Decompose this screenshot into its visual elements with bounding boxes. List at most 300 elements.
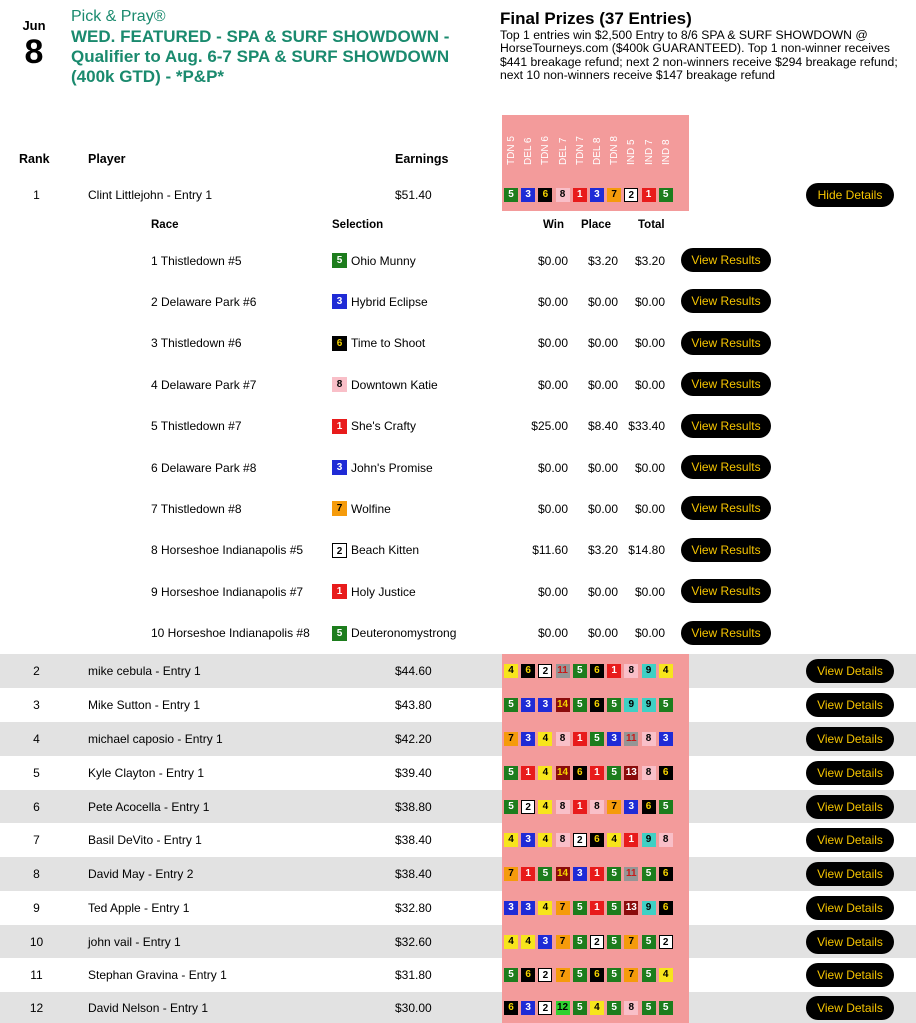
earnings-cell: $42.20 <box>395 732 432 746</box>
pick-number: 4 <box>504 935 518 949</box>
selection-cell <box>332 406 416 447</box>
pick-number: 5 <box>642 1001 656 1015</box>
win-amount: $0.00 <box>537 460 568 475</box>
player-name: michael caposio - Entry 1 <box>88 732 223 746</box>
place-amount: $3.20 <box>587 543 618 558</box>
selection-number: 1 <box>332 419 347 434</box>
pick-number: 1 <box>590 867 604 881</box>
total-amount: $0.00 <box>634 584 665 599</box>
player-name: Clint Littlejohn - Entry 1 <box>88 187 213 202</box>
rank-cell: 1 <box>33 187 40 202</box>
race-column-label <box>575 120 587 165</box>
total-amount: $0.00 <box>634 460 665 475</box>
place-amount: $0.00 <box>587 626 618 641</box>
pick-number: 9 <box>642 698 656 712</box>
pick-number: 5 <box>573 664 587 678</box>
earnings-cell: $44.60 <box>395 664 432 678</box>
pick-number: 4 <box>538 800 552 814</box>
pick-number: 4 <box>538 833 552 847</box>
pick-number: 14 <box>557 868 569 879</box>
view-results-button[interactable]: View Results <box>681 496 771 520</box>
pick-number: 6 <box>659 901 673 915</box>
total-amount: $0.00 <box>634 377 665 392</box>
rank-cell: 11 <box>30 968 43 982</box>
leaderboard-row <box>0 925 916 958</box>
pick-number: 1 <box>642 188 656 202</box>
player-name: Ted Apple - Entry 1 <box>88 901 190 915</box>
view-details-button[interactable]: View Details <box>806 659 894 683</box>
total-amount: $0.00 <box>634 336 665 351</box>
details-row <box>0 323 916 364</box>
pick-number: 2 <box>538 664 552 678</box>
picks-strip <box>502 857 689 891</box>
horse-name: Ohio Munny <box>351 253 416 268</box>
view-details-button[interactable]: View Details <box>806 828 894 852</box>
horse-name: She's Crafty <box>351 419 416 434</box>
earnings-cell: $43.80 <box>395 698 432 712</box>
prizes-description: Top 1 entries win $2,500 Entry to 8/6 SPA & SURF SHOWDOWN @ HorseTourneys.com ($400k GUARANTEED). Top 1 non-winner receives $441 breakage refund; next 2 non-winners receive $294 breakage refund; next 10 non-winners receive $147 breakage refund <box>500 28 898 83</box>
selection-cell <box>332 240 416 281</box>
pick-number: 1 <box>624 833 638 847</box>
race-column-label <box>540 120 552 165</box>
pick-number: 5 <box>504 188 518 202</box>
rank-cell: 12 <box>29 1000 44 1015</box>
event-header <box>0 0 916 110</box>
pick-number: 8 <box>659 833 673 847</box>
race-name: 10 Horseshoe Indianapolis #8 <box>151 626 310 641</box>
pick-number: 2 <box>590 935 604 949</box>
pick-number: 3 <box>521 833 535 847</box>
player-name: Pete Acocella - Entry 1 <box>88 799 210 814</box>
selection-number: 7 <box>332 501 347 516</box>
pick-number: 6 <box>659 867 673 881</box>
pick-number: 8 <box>556 188 570 202</box>
race-column-label <box>661 120 673 165</box>
pick-number: 5 <box>642 968 656 982</box>
total-amount: $0.00 <box>634 501 665 516</box>
rank-cell: 6 <box>33 799 40 814</box>
win-amount: $0.00 <box>537 294 568 309</box>
leaderboard-row <box>0 722 916 756</box>
leaderboard-row <box>0 790 916 823</box>
player-name: Mike Sutton - Entry 1 <box>88 698 201 712</box>
pick-number: 3 <box>573 867 587 881</box>
pick-number: 7 <box>556 968 570 982</box>
game-brand: Pick & Pray® <box>71 8 166 25</box>
pick-number: 6 <box>504 1001 518 1015</box>
earnings-cell: $51.40 <box>395 187 432 202</box>
picks-strip <box>502 688 689 722</box>
pick-number: 5 <box>573 901 587 915</box>
player-name: Basil DeVito - Entry 1 <box>88 833 202 847</box>
win-amount: $0.00 <box>537 253 568 268</box>
pick-number: 3 <box>624 800 638 814</box>
horse-name: Holy Justice <box>351 584 416 599</box>
pick-number: 4 <box>659 968 673 982</box>
view-results-button[interactable]: View Results <box>681 289 771 313</box>
details-row <box>0 406 916 447</box>
race-column-text: IND 8 <box>660 139 672 165</box>
view-results-button[interactable]: View Results <box>681 248 771 272</box>
pick-number: 7 <box>504 732 518 746</box>
pick-number: 1 <box>573 188 587 202</box>
earnings-cell: $31.80 <box>395 968 432 982</box>
pick-number: 14 <box>557 699 569 710</box>
pick-number: 5 <box>607 698 621 712</box>
rank-cell: 7 <box>33 833 40 847</box>
player-name: mike cebula - Entry 1 <box>88 664 201 678</box>
pick-number: 1 <box>573 800 587 814</box>
pick-number: 5 <box>573 935 587 949</box>
details-row <box>0 488 916 529</box>
details-row <box>0 281 916 322</box>
race-name: 1 Thistledown #5 <box>151 253 242 268</box>
race-column-text: TDN 6 <box>540 136 552 165</box>
race-column-text: TDN 5 <box>506 136 517 165</box>
view-details-button[interactable]: View Details <box>806 693 894 717</box>
pick-number: 3 <box>538 935 552 949</box>
pick-number: 5 <box>659 188 673 202</box>
picks-strip <box>502 790 689 823</box>
details-header-selection: Selection <box>332 219 384 231</box>
pick-number: 8 <box>624 664 638 678</box>
leaderboard-row <box>0 992 916 1023</box>
details-header-place: Place <box>581 219 612 231</box>
pick-number: 5 <box>659 800 673 814</box>
horse-name: Beach Kitten <box>351 543 420 558</box>
pick-number: 7 <box>607 188 621 202</box>
race-column-label <box>592 120 604 165</box>
pick-number: 2 <box>624 188 638 202</box>
earnings-header: Earnings <box>395 152 449 166</box>
pick-number: 5 <box>607 901 621 915</box>
pick-number: 6 <box>590 968 604 982</box>
details-row <box>0 447 916 488</box>
details-header-win: Win <box>543 219 564 231</box>
win-amount: $0.00 <box>537 626 568 641</box>
picks-strip <box>502 178 689 211</box>
earnings-cell: $39.40 <box>395 766 432 780</box>
rank-cell: 3 <box>33 698 40 712</box>
race-name: 4 Delaware Park #7 <box>151 377 257 392</box>
win-amount: $11.60 <box>532 543 568 558</box>
race-column-label <box>523 120 535 165</box>
pick-number: 3 <box>521 901 535 915</box>
pick-number: 1 <box>590 901 604 915</box>
pick-number: 7 <box>556 901 570 915</box>
pick-number: 8 <box>556 800 570 814</box>
view-details-button[interactable]: View Details <box>806 862 894 886</box>
race-column-label <box>609 120 621 165</box>
prizes-title: Final Prizes (37 Entries) <box>500 9 692 28</box>
win-amount: $0.00 <box>537 584 568 599</box>
race-name: 8 Horseshoe Indianapolis #5 <box>151 543 304 558</box>
pick-number: 11 <box>626 868 637 879</box>
rank-cell: 4 <box>33 732 40 746</box>
details-row <box>0 613 916 654</box>
pick-number: 5 <box>607 867 621 881</box>
view-results-button[interactable]: View Results <box>681 579 771 603</box>
pick-number: 7 <box>504 867 518 881</box>
leaderboard-row <box>0 857 916 891</box>
picks-strip <box>502 891 689 925</box>
pick-number: 13 <box>625 767 637 778</box>
pick-number: 7 <box>607 800 621 814</box>
pick-number: 11 <box>557 665 568 676</box>
race-column-text: TDN 7 <box>574 136 586 165</box>
pick-number: 9 <box>624 698 638 712</box>
hide-details-button[interactable]: Hide Details <box>806 183 894 207</box>
rank-cell: 5 <box>33 766 40 780</box>
pick-number: 8 <box>556 732 570 746</box>
pick-number: 12 <box>557 1001 569 1013</box>
view-results-button[interactable]: View Results <box>681 372 771 396</box>
view-details-button[interactable]: View Details <box>806 996 894 1020</box>
horse-name: Wolfine <box>351 501 391 516</box>
horse-name: Downtown Katie <box>351 377 438 392</box>
pick-number: 5 <box>504 800 518 814</box>
pick-number: 4 <box>521 935 535 949</box>
horse-name: Deuteronomystrong <box>351 626 457 641</box>
player-header: Player <box>88 152 126 166</box>
earnings-cell: $38.40 <box>395 833 432 847</box>
selection-number: 3 <box>332 294 347 309</box>
horse-name: Hybrid Eclipse <box>351 294 428 309</box>
pick-number: 6 <box>538 188 552 202</box>
earnings-cell: $32.60 <box>395 934 432 949</box>
race-name: 3 Thistledown #6 <box>151 336 242 351</box>
selection-number: 2 <box>332 543 347 558</box>
selection-cell <box>332 613 456 654</box>
pick-number: 6 <box>521 968 535 982</box>
pick-number: 5 <box>573 698 587 712</box>
pick-number: 6 <box>573 766 587 780</box>
pick-number: 3 <box>521 1001 535 1015</box>
view-details-button[interactable]: View Details <box>806 761 894 785</box>
view-details-button[interactable]: View Details <box>806 963 894 987</box>
view-results-button[interactable]: View Results <box>681 455 771 479</box>
pick-number: 5 <box>642 935 656 949</box>
total-amount: $0.00 <box>634 294 665 309</box>
pick-number: 5 <box>504 698 518 712</box>
pick-number: 3 <box>504 901 518 915</box>
race-name: 7 Thistledown #8 <box>151 501 242 516</box>
player-name: David May - Entry 2 <box>88 867 194 881</box>
rank-header: Rank <box>19 152 50 166</box>
place-amount: $0.00 <box>587 460 618 475</box>
rank-cell: 9 <box>33 901 40 915</box>
details-row <box>0 240 916 281</box>
details-header-race: Race <box>151 219 179 231</box>
win-amount: $25.00 <box>531 419 568 434</box>
leaderboard-row <box>0 688 916 722</box>
pick-number: 7 <box>556 935 570 949</box>
place-amount: $0.00 <box>587 501 618 516</box>
pick-number: 4 <box>504 664 518 678</box>
place-amount: $0.00 <box>587 294 618 309</box>
selection-cell <box>332 281 428 322</box>
selection-number: 5 <box>332 626 347 641</box>
race-column-text: TDN 8 <box>609 136 621 165</box>
race-column-text: DEL 7 <box>557 137 569 165</box>
pick-number: 5 <box>607 935 621 949</box>
rank-cell: 2 <box>33 664 40 678</box>
pick-number: 5 <box>607 1001 621 1015</box>
pick-number: 3 <box>521 732 535 746</box>
view-details-button[interactable]: View Details <box>806 727 894 751</box>
rank-cell: 10 <box>29 934 44 949</box>
picks-strip <box>502 992 689 1023</box>
race-column-label <box>644 120 656 165</box>
details-row <box>0 530 916 571</box>
pick-number: 8 <box>624 1001 638 1015</box>
race-column-label <box>626 120 638 165</box>
total-amount: $0.00 <box>634 626 665 641</box>
view-details-button[interactable]: View Details <box>806 930 894 954</box>
race-name: 6 Delaware Park #8 <box>151 460 257 475</box>
pick-number: 1 <box>590 766 604 780</box>
place-amount: $8.40 <box>587 419 618 434</box>
selection-number: 8 <box>332 377 347 392</box>
race-column-label <box>506 120 518 165</box>
pick-number: 8 <box>642 732 656 746</box>
pick-number: 5 <box>607 968 621 982</box>
horse-name: Time to Shoot <box>351 336 426 351</box>
player-name: David Nelson - Entry 1 <box>88 1000 209 1015</box>
view-results-button[interactable]: View Results <box>681 538 771 562</box>
race-name: 2 Delaware Park #6 <box>151 294 257 309</box>
pick-number: 3 <box>590 188 604 202</box>
pick-number: 1 <box>521 867 535 881</box>
pick-number: 1 <box>521 766 535 780</box>
selection-cell <box>332 323 425 364</box>
pick-number: 4 <box>590 1001 604 1015</box>
win-amount: $0.00 <box>537 501 568 516</box>
place-amount: $0.00 <box>587 336 618 351</box>
pick-number: 4 <box>538 766 552 780</box>
rank-cell: 8 <box>33 867 40 881</box>
earnings-cell: $38.80 <box>395 799 432 814</box>
pick-number: 2 <box>659 935 673 949</box>
details-row <box>0 364 916 405</box>
pick-number: 11 <box>626 733 637 744</box>
leaderboard-row <box>0 891 916 925</box>
pick-number: 3 <box>538 698 552 712</box>
view-results-button[interactable]: View Results <box>681 621 771 645</box>
event-month: Jun <box>22 18 46 33</box>
details-header-total: Total <box>638 219 665 231</box>
selection-cell <box>332 571 416 612</box>
pick-number: 6 <box>590 833 604 847</box>
picks-strip <box>502 722 689 756</box>
pick-number: 2 <box>573 833 587 847</box>
picks-strip <box>502 654 689 688</box>
horse-name: John's Promise <box>351 460 433 475</box>
leaderboard-row <box>0 823 916 857</box>
race-name: 9 Horseshoe Indianapolis #7 <box>151 584 304 599</box>
player-name: john vail - Entry 1 <box>88 934 181 949</box>
pick-number: 2 <box>538 1001 552 1015</box>
selection-cell <box>332 364 438 405</box>
leaderboard-row <box>0 178 916 211</box>
view-results-button[interactable]: View Results <box>681 414 771 438</box>
earnings-cell: $30.00 <box>395 1000 432 1015</box>
place-amount: $3.20 <box>587 253 618 268</box>
pick-number: 6 <box>642 800 656 814</box>
pick-number: 2 <box>538 968 552 982</box>
pick-number: 5 <box>642 867 656 881</box>
selection-number: 1 <box>332 584 347 599</box>
selection-number: 6 <box>332 336 347 351</box>
earnings-cell: $32.80 <box>395 901 432 915</box>
leaderboard-row <box>0 756 916 790</box>
race-name: 5 Thistledown #7 <box>151 419 242 434</box>
pick-number: 6 <box>521 664 535 678</box>
view-details-button[interactable]: View Details <box>806 896 894 920</box>
pick-number: 5 <box>573 1001 587 1015</box>
total-amount: $14.80 <box>628 543 665 558</box>
pick-number: 6 <box>659 766 673 780</box>
player-name: Kyle Clayton - Entry 1 <box>88 766 205 780</box>
view-results-button[interactable]: View Results <box>681 331 771 355</box>
earnings-cell: $38.40 <box>395 867 432 881</box>
event-title: WED. FEATURED - SPA & SURF SHOWDOWN - Qualifier to Aug. 6-7 SPA & SURF SHOWDOWN (400k GTD) - *P&P* <box>71 27 450 86</box>
picks-strip <box>502 823 689 857</box>
place-amount: $0.00 <box>587 377 618 392</box>
pick-number: 3 <box>659 732 673 746</box>
pick-number: 5 <box>659 698 673 712</box>
pick-number: 14 <box>557 767 569 778</box>
pick-number: 5 <box>573 968 587 982</box>
picks-strip <box>502 925 689 958</box>
leaderboard-row <box>0 958 916 992</box>
pick-number: 6 <box>590 664 604 678</box>
pick-number: 5 <box>607 766 621 780</box>
pick-number: 4 <box>659 664 673 678</box>
race-column-text: DEL 6 <box>523 137 535 165</box>
pick-number: 2 <box>521 800 535 814</box>
pick-number: 5 <box>590 732 604 746</box>
selection-cell <box>332 447 433 488</box>
selection-number: 3 <box>332 460 347 475</box>
pick-number: 4 <box>504 833 518 847</box>
pick-number: 9 <box>642 901 656 915</box>
race-column-label <box>558 120 570 165</box>
pick-number: 3 <box>607 732 621 746</box>
picks-strip <box>502 958 689 992</box>
place-amount: $0.00 <box>587 584 618 599</box>
pick-number: 9 <box>642 664 656 678</box>
player-name: Stephan Gravina - Entry 1 <box>88 968 227 982</box>
race-column-text: IND 7 <box>643 139 655 165</box>
pick-number: 1 <box>573 732 587 746</box>
view-details-button[interactable]: View Details <box>806 795 894 819</box>
pick-number: 5 <box>659 1001 673 1015</box>
pick-number: 5 <box>538 867 552 881</box>
pick-number: 3 <box>521 698 535 712</box>
pick-number: 4 <box>607 833 621 847</box>
picks-strip <box>502 756 689 790</box>
event-day: 8 <box>24 33 44 71</box>
leaderboard-row <box>0 654 916 688</box>
pick-number: 7 <box>624 935 638 949</box>
pick-number: 5 <box>504 968 518 982</box>
details-row <box>0 571 916 612</box>
race-column-text: DEL 8 <box>592 137 603 165</box>
pick-number: 8 <box>590 800 604 814</box>
selection-cell <box>332 530 419 571</box>
pick-number: 4 <box>538 732 552 746</box>
